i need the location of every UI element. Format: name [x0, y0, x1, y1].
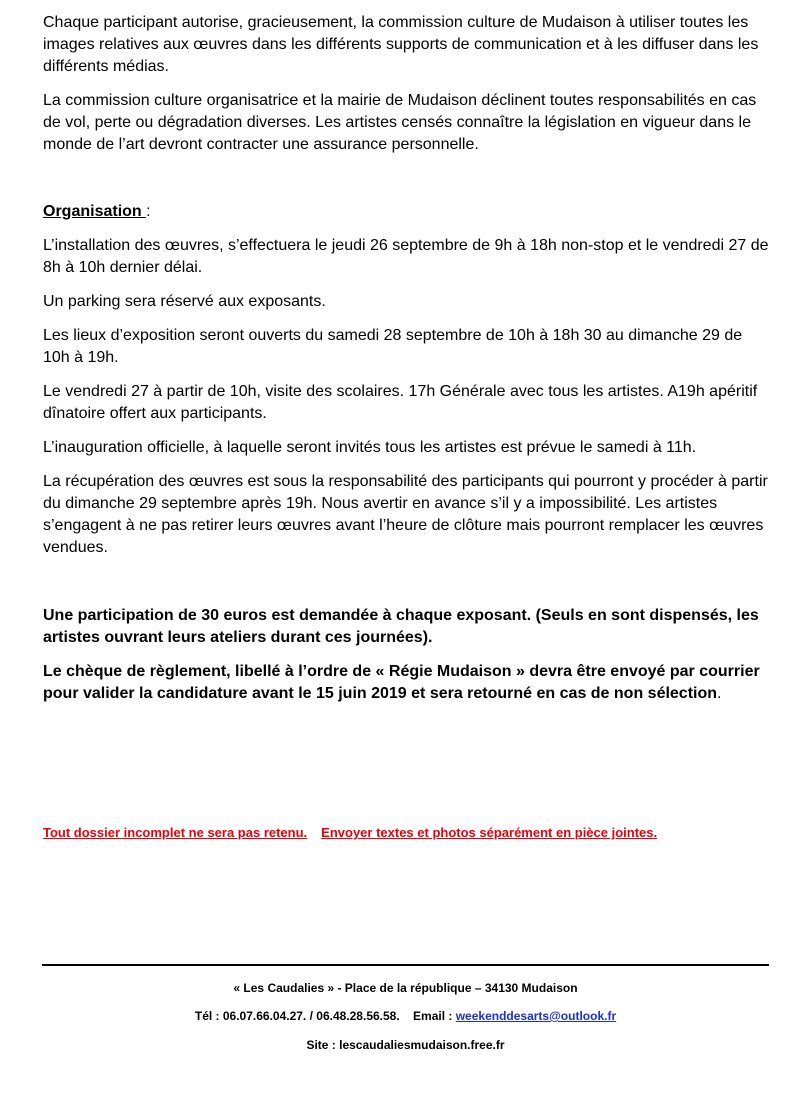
send-separately-warning: Envoyer textes et photos séparément en pièce jointes.	[321, 825, 658, 840]
payment-paragraph	[43, 661, 773, 705]
organisation-heading	[43, 201, 773, 223]
fee-paragraph: Une participation de 30 euros est demandée à chaque exposant. (Seuls en sont dispensés, les artistes ouvrant leurs ateliers durant ces journées).	[43, 607, 759, 646]
footer-divider	[42, 964, 769, 966]
footer-site: Site : lescaudaliesmudaison.free.fr	[306, 1038, 505, 1052]
organisation-heading-title: Organisation	[43, 203, 147, 220]
organisation-heading-colon: :	[146, 203, 151, 220]
opening-hours-paragraph: Les lieux d’exposition seront ouverts du samedi 28 septembre de 10h à 18h 30 au dimanche 29 de 10h à 19h.	[43, 327, 743, 366]
footer-email-label: Email :	[413, 1009, 456, 1023]
incomplete-file-warning: Tout dossier incomplet ne sera pas retenu.	[43, 825, 308, 840]
payment-paragraph-text: Le chèque de règlement, libellé à l’ordre de « Régie Mudaison » devra être envoyé par courrier pour valider la candidature avant le 15 juin 2019 et sera retourné en cas de non sélection	[43, 663, 760, 702]
parking-paragraph: Un parking sera réservé aux exposants.	[43, 293, 326, 310]
footer-email-link[interactable]: weekenddesarts@outlook.fr	[455, 1009, 617, 1023]
school-visit-paragraph: Le vendredi 27 à partir de 10h, visite des scolaires. 17h Générale avec tous les artistes. A19h apéritif dînatoire offert aux participants.	[43, 383, 758, 422]
liability-paragraph: La commission culture organisatrice et la mairie de Mudaison déclinent toutes responsabilités en cas de vol, perte ou dégradation diverses. Les artistes censés connaître la législation en vigueur dans le monde de l’art devront contracter une assurance personnelle.	[43, 92, 757, 153]
inauguration-paragraph: L’inauguration officielle, à laquelle seront invités tous les artistes est prévue le samedi à 11h.	[43, 439, 697, 456]
warning-notice	[43, 825, 773, 841]
collection-paragraph: La récupération des œuvres est sous la responsabilité des participants qui pourront y procéder à partir du dimanche 29 septembre après 19h. Nous avertir en avance s’il y a impossibilité. Les artistes s’engagent à ne pas retirer leurs œuvres avant l’heure de clôture mais pourront remplacer les œuvres vendues.	[43, 473, 768, 556]
footer-phone: Tél : 06.07.66.04.27. / 06.48.28.56.58.	[194, 1009, 400, 1023]
footer-contact	[42, 1009, 769, 1024]
installation-paragraph: L’installation des œuvres, s’effectuera le jeudi 26 septembre de 9h à 18h non-stop et le vendredi 27 de 8h à 10h dernier délai.	[43, 237, 769, 276]
payment-paragraph-end: .	[717, 685, 722, 702]
rights-paragraph: Chaque participant autorise, gracieusement, la commission culture de Mudaison à utiliser toutes les images relatives aux œuvres dans les différents supports de communication et à les diffuser dans les différents médias.	[43, 14, 759, 75]
document-body	[43, 12, 773, 705]
footer-address: « Les Caudalies » - Place de la république – 34130 Mudaison	[233, 981, 578, 995]
